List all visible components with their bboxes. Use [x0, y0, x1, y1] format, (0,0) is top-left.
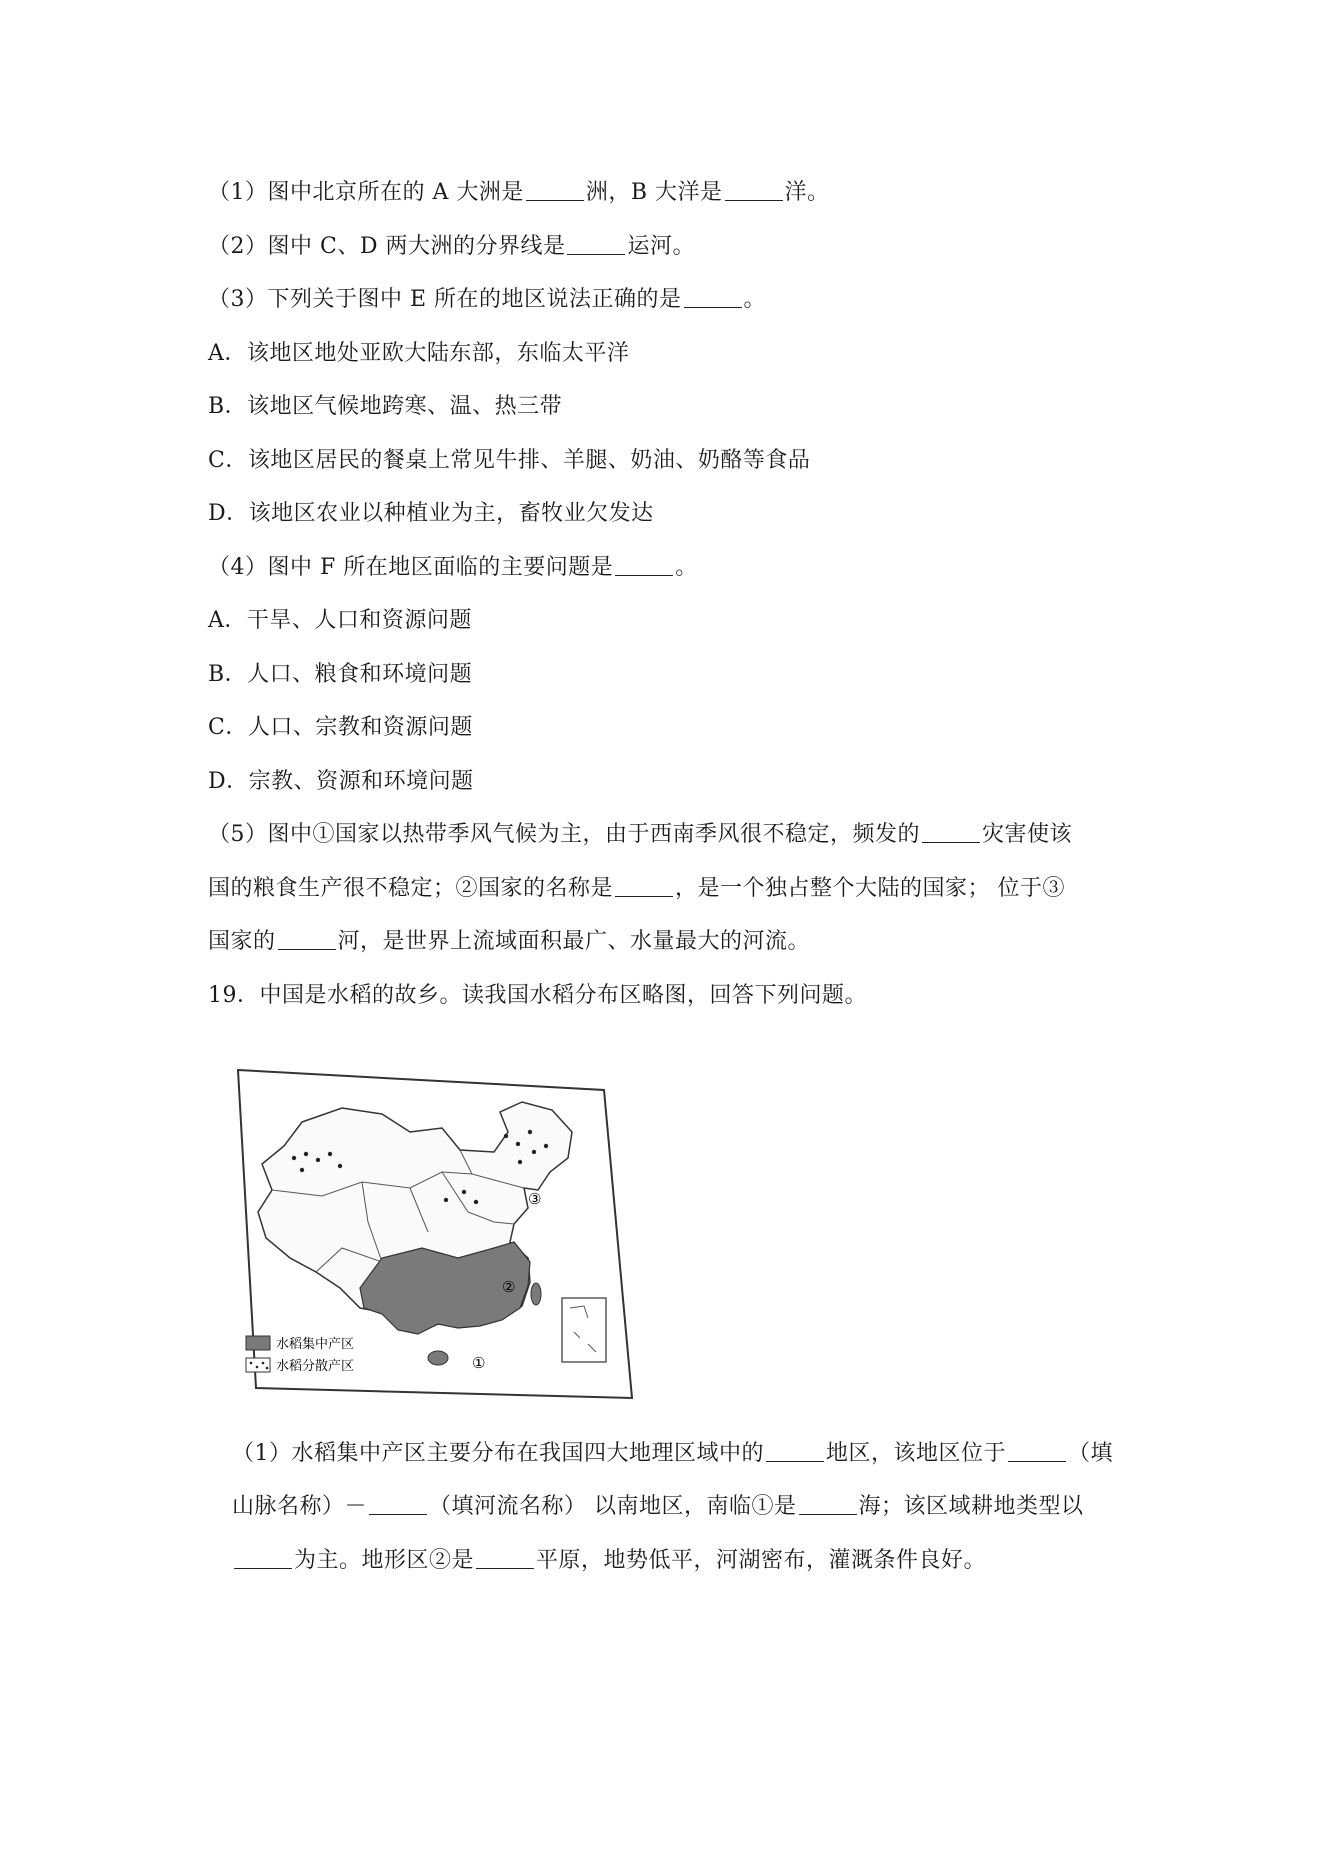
q18-part4-option-d: D．宗教、资源和环境问题: [208, 769, 474, 794]
q18-part5-line3: 国家的 河，是世界上流域面积最广、水量最大的河流。: [208, 929, 811, 954]
answer-blank[interactable]: [567, 234, 625, 255]
taiwan-island: [531, 1283, 541, 1305]
answer-blank[interactable]: [725, 180, 783, 201]
china-rice-map-figure: [232, 1062, 640, 1408]
answer-blank[interactable]: [799, 1494, 857, 1515]
q18-part4: （4）图中 F 所在地区面临的主要问题是 。: [208, 555, 698, 580]
q18-part4-option-a: A．干旱、人口和资源问题: [208, 608, 472, 633]
answer-blank[interactable]: [369, 1494, 427, 1515]
answer-blank[interactable]: [234, 1548, 292, 1569]
answer-blank[interactable]: [615, 876, 673, 897]
answer-blank[interactable]: [278, 929, 336, 950]
q18-part3-option-b: B．该地区气候地跨寒、温、热三带: [208, 394, 563, 419]
answer-blank[interactable]: [922, 822, 980, 843]
q19-part1-line3: 为主。地形区②是 平原，地势低平，河湖密布，灌溉条件良好。: [232, 1546, 986, 1576]
q18-part3-option-a: A．该地区地处亚欧大陆东部，东临太平洋: [208, 341, 630, 366]
q18-part3-option-c: C．该地区居民的餐桌上常见牛排、羊腿、奶油、奶酪等食品: [208, 448, 811, 473]
answer-blank[interactable]: [526, 180, 584, 201]
label-circle-2: ②: [502, 1278, 516, 1296]
answer-blank[interactable]: [476, 1548, 534, 1569]
q18-part5-line2: 国的粮食生产很不稳定；②国家的名称是 ，是一个独占整个大陆的国家； 位于③: [208, 876, 1066, 901]
legend-concentrated-swatch: [246, 1336, 270, 1350]
answer-blank[interactable]: [766, 1441, 824, 1462]
q18-part3-option-d: D．该地区农业以种植业为主，畜牧业欠发达: [208, 501, 654, 526]
legend-scattered-swatch: [246, 1358, 270, 1372]
answer-blank[interactable]: [1008, 1441, 1066, 1462]
hainan-island: [428, 1351, 448, 1365]
q18-part4-option-c: C．人口、宗教和资源问题: [208, 715, 473, 740]
q19-stem: 19．中国是水稻的故乡。读我国水稻分布区略图，回答下列问题。: [208, 983, 867, 1008]
south-china-sea-inset: [562, 1298, 606, 1362]
q18-part5-line1: （5）图中①国家以热带季风气候为主，由于西南季风很不稳定，频发的 灾害使该: [208, 822, 1073, 847]
label-circle-3: ③: [528, 1190, 542, 1208]
legend-scattered-label: 水稻分散产区: [276, 1359, 355, 1374]
q18-part2: （2）图中 C、D 两大洲的分界线是 运河。: [208, 234, 695, 259]
q18-part4-option-b: B．人口、粮食和环境问题: [208, 662, 473, 687]
legend-concentrated-label: 水稻集中产区: [276, 1337, 355, 1352]
q19-part1-line1: （1）水稻集中产区主要分布在我国四大地理区域中的 地区，该地区位于 （填: [232, 1441, 1114, 1466]
label-circle-1: ①: [472, 1354, 486, 1372]
q18-part3: （3）下列关于图中 E 所在的地区说法正确的是 。: [208, 287, 767, 312]
q19-part1-line2: 山脉名称）－ （填河流名称） 以南地区，南临①是 海；该区域耕地类型以: [232, 1494, 1084, 1519]
answer-blank[interactable]: [684, 287, 742, 308]
rice-distribution-map: [232, 1062, 640, 1408]
q18-part1: （1）图中北京所在的 A 大洲是 洲，B 大洋是 洋。: [208, 180, 830, 205]
answer-blank[interactable]: [615, 555, 673, 576]
